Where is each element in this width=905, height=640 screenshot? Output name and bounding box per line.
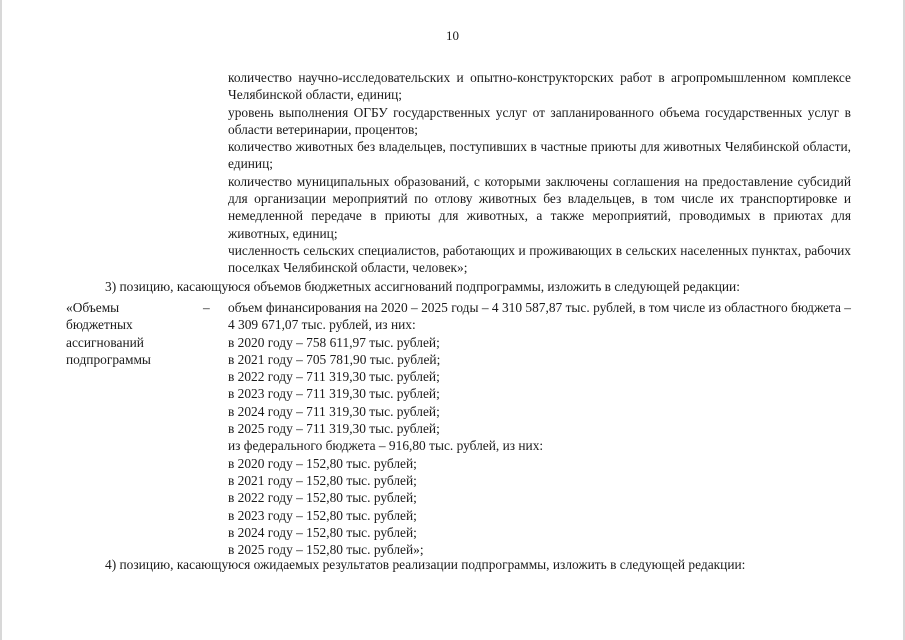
- position-label-line: подпрограммы: [66, 351, 151, 367]
- regional-year-line: в 2022 году – 711 319,30 тыс. рублей;: [228, 369, 440, 385]
- position-label-line: бюджетных: [66, 317, 133, 333]
- list-item: численность сельских специалистов, работающих и проживающих в сельских населенных пунктах, рабочих поселках Челябинской области, человек»;: [228, 242, 851, 276]
- amendment-item-4: 4) позицию, касающуюся ожидаемых результатов реализации подпрограммы, изложить в следующей редакции:: [105, 557, 746, 572]
- regional-year-line: в 2024 году – 711 319,30 тыс. рублей;: [228, 403, 440, 419]
- list-item: уровень выполнения ОГБУ государственных услуг от запланированного объема государственных услуг в области ветеринарии, процентов;: [228, 104, 851, 137]
- funding-intro: объем финансирования на 2020 – 2025 годы – 4 310 587,87 тыс. рублей, в том числе из областного бюджета – 4 309 671,07 тыс. рублей, из них:: [228, 300, 851, 333]
- label-dash: –: [203, 300, 210, 315]
- funding-description: [228, 299, 851, 558]
- federal-year-line: в 2022 году – 152,80 тыс. рублей;: [228, 490, 417, 506]
- position-label-line: ассигнований: [66, 334, 144, 350]
- list-item: количество научно-исследовательских и опытно-конструкторских работ в агропромышленном комплексе Челябинской области, единиц;: [228, 70, 851, 103]
- list-item: количество животных без владельцев, поступивших в частные приюты для животных Челябинской области, единиц;: [228, 139, 851, 172]
- federal-year-line: в 2023 году – 152,80 тыс. рублей;: [228, 507, 417, 523]
- indicator-list: [228, 69, 851, 277]
- federal-year-line: в 2025 году – 152,80 тыс. рублей»;: [228, 542, 424, 558]
- federal-year-line: в 2021 году – 152,80 тыс. рублей;: [228, 472, 417, 488]
- regional-year-line: в 2021 году – 705 781,90 тыс. рублей;: [228, 351, 441, 367]
- federal-intro: из федерального бюджета – 916,80 тыс. рублей, из них:: [228, 438, 544, 454]
- federal-year-line: в 2020 году – 152,80 тыс. рублей;: [228, 455, 417, 471]
- amendment-item-3: 3) позицию, касающуюся объемов бюджетных ассигнований подпрограммы, изложить в следующей редакции:: [105, 279, 740, 294]
- page-number: 10: [446, 28, 459, 43]
- position-label: [66, 299, 196, 368]
- position-label-line: «Объемы: [66, 300, 120, 315]
- page-edge-left: [0, 0, 2, 640]
- regional-year-line: в 2020 году – 758 611,97 тыс. рублей;: [228, 334, 440, 350]
- regional-year-line: в 2023 году – 711 319,30 тыс. рублей;: [228, 386, 440, 402]
- federal-year-line: в 2024 году – 152,80 тыс. рублей;: [228, 524, 417, 540]
- regional-year-line: в 2025 году – 711 319,30 тыс. рублей;: [228, 421, 440, 437]
- list-item: количество муниципальных образований, с которыми заключены соглашения на предоставление субсидий для организации мероприятий по отлову животных без владельцев, в том числе их транспортировке и немедленной передаче в приюты для животных, а также мероприятий, проводимых в приютах для животных, единиц;: [228, 173, 851, 241]
